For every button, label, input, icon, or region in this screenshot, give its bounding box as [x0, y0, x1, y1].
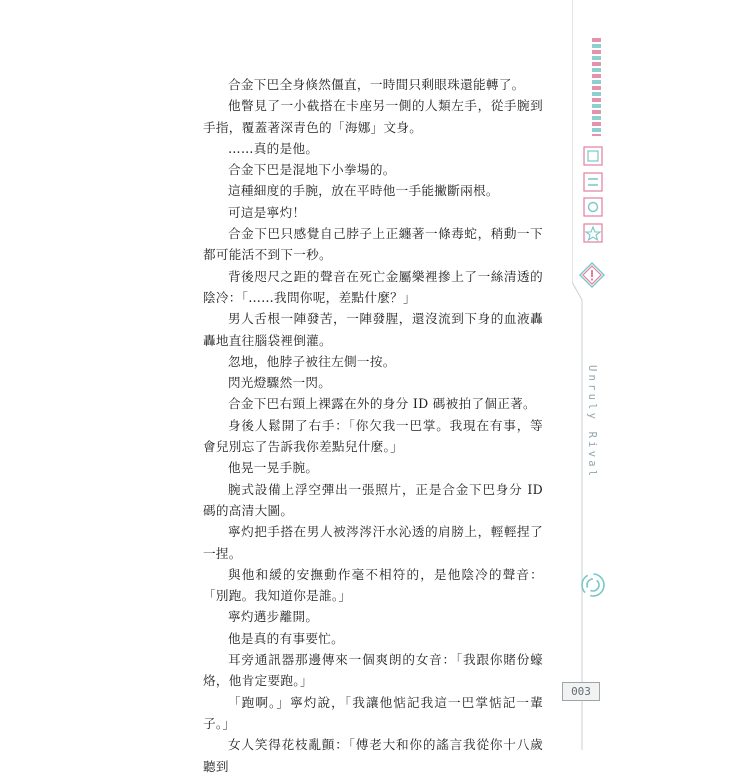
paragraph: 背後咫尺之距的聲音在死亡金屬樂裡摻上了一絲清透的陰冷：「……我問你呢，差點什麼？」 [203, 268, 543, 305]
swirl-icon [580, 572, 606, 598]
paragraph: 合金下巴右頸上裸露在外的身分 ID 碼被拍了個正著。 [228, 396, 536, 412]
paragraph: 「跑啊。」寧灼說，「我讓他惦記我這一巴掌惦記一輩子。」 [203, 694, 543, 731]
bracket-frame-icon [583, 146, 603, 166]
paragraph: 寧灼邁步離開。 [228, 609, 319, 625]
paragraph: 合金下巴是混地下小拳場的。 [228, 162, 396, 178]
alert-diamond-icon [579, 262, 605, 288]
paragraph: 閃光燈驟然一閃。 [228, 375, 332, 391]
paragraph: 身後人鬆開了右手：「你欠我一巴掌。我現在有事，等會兒別忘了告訴我你差點兒什麼。」 [203, 417, 543, 455]
paragraph: 合金下巴只感覺自己脖子上正纏著一條毒蛇，稍動一下都可能活不到下一秒。 [203, 226, 543, 263]
star-frame-icon [583, 223, 603, 243]
paragraph: 合金下巴全身倏然僵直，一時間只剩眼珠還能轉了。 [228, 77, 525, 92]
paragraph: 男人舌根一陣發苦，一陣發腥，還沒流到下身的血液轟轟地直往腦袋裡倒灌。 [203, 311, 543, 348]
series-logo [582, 38, 612, 136]
series-title: Unruly Rival [586, 365, 598, 480]
paragraph: ……真的是他。 [228, 140, 319, 156]
paragraph: 他瞥見了一小截搭在卡座另一側的人類左手，從手腕到手指，覆蓋著深青色的「海娜」文身。 [203, 98, 543, 135]
paragraph: 與他和緩的安撫動作毫不相符的，是他陰冷的聲音：「別跑。我知道你是誰。」 [203, 566, 543, 604]
paragraph: 耳旁通訊器那邊傳來一個爽朗的女音：「我跟你賭份蠔烙，他肯定要跑。」 [203, 652, 543, 689]
paragraph: 腕式設備上浮空彈出一張照片，正是合金下巴身分 ID 碼的高清大圖。 [203, 481, 543, 518]
page-text [203, 74, 543, 777]
paragraph: 忽地，他脖子被往左側一按。 [228, 353, 396, 369]
paragraph: 這種細度的手腕，放在平時他一手能撇斷兩根。 [228, 183, 499, 199]
bracket-frame-icon [583, 172, 603, 192]
logo-stripe [592, 38, 601, 136]
gear-frame-icon [583, 197, 603, 217]
paragraph: 他是真的有事要忙。 [228, 630, 345, 646]
paragraph: 可這是寧灼！ [228, 204, 306, 220]
paragraph: 寧灼把手搭在男人被涔涔汗水沁透的肩膀上，輕輕捏了一捏。 [203, 524, 543, 561]
page-number: 003 [562, 682, 600, 701]
paragraph: 他晃一晃手腕。 [228, 460, 319, 476]
paragraph: 女人笑得花枝亂顫：「傅老大和你的謠言我從你十八歲聽到 [203, 737, 543, 774]
